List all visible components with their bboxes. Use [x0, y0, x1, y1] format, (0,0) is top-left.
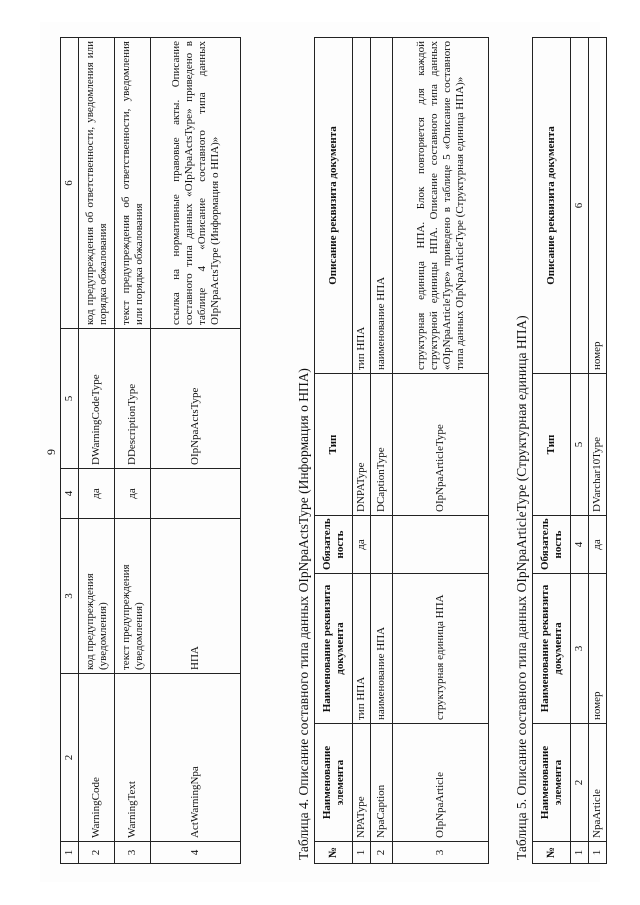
- type-name: DVarchar10Type: [589, 374, 607, 516]
- header-cell: 2: [61, 674, 79, 842]
- table-header-row: [61, 38, 79, 864]
- header-cell: Наименование элемента: [533, 724, 571, 842]
- header-cell: Наименование элемента: [315, 724, 353, 842]
- table5-caption: Таблица 5. Описание составного типа данных OIpNpaArticleType (Структурная единица НПА): [514, 315, 529, 860]
- header-cell: Тип: [315, 374, 353, 516]
- required-flag: да: [353, 516, 371, 574]
- table-row: [589, 38, 607, 864]
- required-flag: [151, 469, 241, 519]
- requisite-name: структурная единица НПА: [393, 574, 489, 724]
- column-number: 2: [571, 724, 589, 842]
- header-cell: №: [533, 842, 571, 864]
- row-number: 1: [589, 842, 607, 864]
- type-name: OIpNpaArticleType: [393, 374, 489, 516]
- column-number: 3: [571, 574, 589, 724]
- header-cell: 1: [61, 842, 79, 864]
- row-number: 3: [115, 842, 151, 864]
- required-flag: да: [589, 516, 607, 574]
- header-cell: Тип: [533, 374, 571, 516]
- header-cell: 5: [61, 329, 79, 469]
- description: номер: [589, 38, 607, 374]
- element-name: ActWarningNpa: [151, 674, 241, 842]
- requisite-name: наименование НПА: [371, 574, 393, 724]
- table-row: [79, 38, 115, 864]
- header-cell: 4: [61, 469, 79, 519]
- element-name: WarningText: [115, 674, 151, 842]
- requisite-name: код предупреждения (уведомления): [79, 519, 115, 674]
- table-row: [353, 38, 371, 864]
- row-number: 2: [371, 842, 393, 864]
- type-name: DDescriptionType: [115, 329, 151, 469]
- element-name: WarningCode: [79, 674, 115, 842]
- required-flag: да: [79, 469, 115, 519]
- column-number: 1: [571, 842, 589, 864]
- type-name: OIpNpaActsType: [151, 329, 241, 469]
- row-number: 3: [393, 842, 489, 864]
- requisite-name: тип НПА: [353, 574, 371, 724]
- required-flag: [393, 516, 489, 574]
- element-name: NpaArticle: [589, 724, 607, 842]
- continuation-table: [60, 37, 241, 864]
- description: код предупреждения об ответственности, уведомления или порядка обжалования: [79, 38, 115, 329]
- description: наименование НПА: [371, 38, 393, 374]
- required-flag: да: [115, 469, 151, 519]
- table-row: [151, 38, 241, 864]
- table-header-row: [533, 38, 571, 864]
- table-row: [393, 38, 489, 864]
- row-number: 2: [79, 842, 115, 864]
- requisite-name: НПА: [151, 519, 241, 674]
- header-cell: Описание реквизита документа: [533, 38, 571, 374]
- description: тип НПА: [353, 38, 371, 374]
- header-cell: Наименование реквизита документа: [315, 574, 353, 724]
- type-name: DCaptionType: [371, 374, 393, 516]
- table4: [314, 37, 489, 864]
- type-name: DNPAType: [353, 374, 371, 516]
- requisite-name: номер: [589, 574, 607, 724]
- column-number: 4: [571, 516, 589, 574]
- header-cell: Обязатель ность: [533, 516, 571, 574]
- requisite-name: текст предупреждения (уведомления): [115, 519, 151, 674]
- row-number: 4: [151, 842, 241, 864]
- column-number: 6: [571, 38, 589, 374]
- table5: [532, 37, 607, 864]
- element-name: NpaCaption: [371, 724, 393, 842]
- table-header-row: [315, 38, 353, 864]
- header-cell: Описание реквизита документа: [315, 38, 353, 374]
- header-cell: Наименование реквизита документа: [533, 574, 571, 724]
- element-name: NPAType: [353, 724, 371, 842]
- row-number: 1: [353, 842, 371, 864]
- header-cell: 6: [61, 38, 79, 329]
- header-cell: Обязатель ность: [315, 516, 353, 574]
- table-row: [371, 38, 393, 864]
- element-name: OIpNpaArticle: [393, 724, 489, 842]
- rotated-scanned-page: [40, 22, 603, 882]
- header-cell: №: [315, 842, 353, 864]
- table4-caption: Таблица 4. Описание составного типа данных OIpNpaActsType (Информация о НПА): [296, 368, 311, 860]
- page-number: 9: [44, 449, 58, 455]
- header-cell: 3: [61, 519, 79, 674]
- column-number-row: [571, 38, 589, 864]
- description: текст предупреждения об ответственности, уведомления или порядка обжалования: [115, 38, 151, 329]
- column-number: 5: [571, 374, 589, 516]
- type-name: DWarningCodeType: [79, 329, 115, 469]
- required-flag: [371, 516, 393, 574]
- description: структурная единица НПА. Блок повторяется для каждой структурной единицы НПА. Описание составного типа данных «OIpNpaArticleType» приведено в таблице 5 «Описание составного типа данных OIpNpaArticleType (Структурная единица НПА)»: [393, 38, 489, 374]
- table-row: [115, 38, 151, 864]
- description: ссылка на нормативные правовые акты. Описание составного типа данных «OIpNpaActsType» приведено в таблице 4 «Описание составного типа данных OIpNpaActsType (Информация о НПА)»: [151, 38, 241, 329]
